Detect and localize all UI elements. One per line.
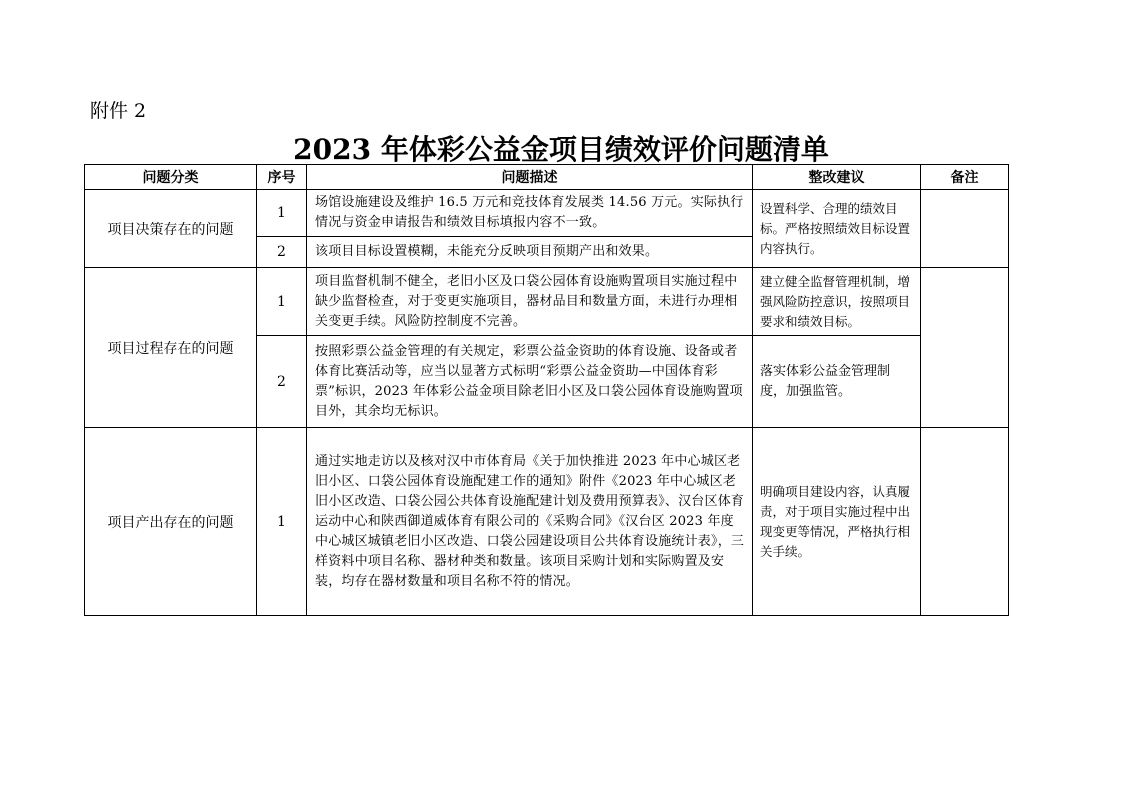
column-header-remarks: 备注 — [921, 165, 1009, 190]
description-cell: 该项目目标设置模糊，未能充分反映项目预期产出和效果。 — [307, 237, 753, 268]
column-header-suggestion: 整改建议 — [753, 165, 921, 190]
category-cell: 项目决策存在的问题 — [85, 190, 257, 268]
number-cell: 2 — [257, 237, 307, 268]
category-cell: 项目过程存在的问题 — [85, 268, 257, 428]
remarks-cell — [921, 268, 1009, 428]
issues-table — [84, 164, 1009, 616]
remarks-cell — [921, 428, 1009, 616]
suggestion-cell: 明确项目建设内容，认真履责，对于项目实施过程中出现变更等情况，严格执行相关手续。 — [753, 428, 921, 616]
column-header-number: 序号 — [257, 165, 307, 190]
suggestion-cell: 设置科学、合理的绩效目标。严格按照绩效目标设置内容执行。 — [753, 190, 921, 268]
table-row — [85, 190, 1009, 237]
attachment-label: 附件 2 — [90, 100, 147, 122]
table-header-row — [85, 165, 1009, 190]
column-header-description: 问题描述 — [307, 165, 753, 190]
number-cell: 1 — [257, 428, 307, 616]
document-title: 2023 年体彩公益金项目绩效评价问题清单 — [293, 133, 829, 166]
table-row — [85, 428, 1009, 616]
category-cell: 项目产出存在的问题 — [85, 428, 257, 616]
remarks-cell — [921, 190, 1009, 268]
description-cell: 通过实地走访以及核对汉中市体育局《关于加快推进 2023 年中心城区老旧小区、口袋公园体育设施配建工作的通知》附件《2023 年中心城区老旧小区改造、口袋公园公共体育设施配建计划及费用预算表》、汉台区体育运动中心和陕西御道威体育有限公司的《采购合同》《汉台区 2023 年度中心城区城镇老旧小区改造、口袋公园建设项目公共体育设施统计表》，三样资料中项目名称、器材种类和数量。该项目采购计划和实际购置及安装，均存在器材数量和项目名称不符的情况。 — [307, 428, 753, 616]
number-cell: 1 — [257, 268, 307, 336]
suggestion-cell: 建立健全监督管理机制，增强风险防控意识，按照项目要求和绩效目标。 — [753, 268, 921, 336]
column-header-category: 问题分类 — [85, 165, 257, 190]
description-cell: 按照彩票公益金管理的有关规定，彩票公益金资助的体育设施、设备或者体育比赛活动等，应当以显著方式标明“彩票公益金资助—中国体育彩票”标识，2023 年体彩公益金项目除老旧小区及口袋公园体育设施购置项目外，其余均无标识。 — [307, 336, 753, 428]
number-cell: 1 — [257, 190, 307, 237]
table-row — [85, 268, 1009, 336]
description-cell: 场馆设施建设及维护 16.5 万元和竞技体育发展类 14.56 万元。实际执行情况与资金申请报告和绩效目标填报内容不一致。 — [307, 190, 753, 237]
suggestion-cell: 落实体彩公益金管理制度，加强监管。 — [753, 336, 921, 428]
description-cell: 项目监督机制不健全，老旧小区及口袋公园体育设施购置项目实施过程中缺少监督检查，对于变更实施项目，器材品目和数量方面，未进行办理相关变更手续。风险防控制度不完善。 — [307, 268, 753, 336]
number-cell: 2 — [257, 336, 307, 428]
